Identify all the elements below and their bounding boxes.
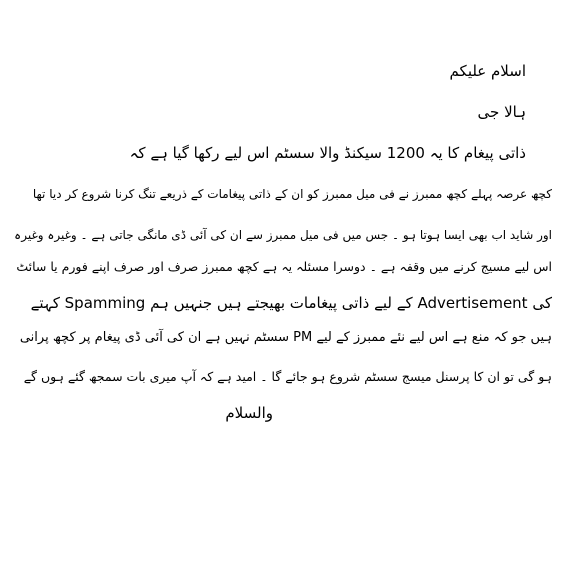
body-line-5: کی Advertisement کے لیے ذاتی پیغامات بھیجتے ہیں جنہیں ہم Spamming کہتے: [30, 294, 552, 312]
body-line-6: ہیں جو کہ منع ہے اس لیے نئے ممبرز کے لیے PM سسٹم نہیں ہے ان کی آئی ڈی پیغام پر کچھ پرانی: [19, 330, 552, 345]
closing-line: والسلام: [225, 404, 273, 422]
body-line-4: اس لیے مسیج کرنے میں وقفہ ہے ۔ دوسرا مسئلہ یہ ہے کچھ ممبرز صرف اور صرف اپنے فورم یا سائٹ: [16, 259, 552, 274]
body-line-2: کچھ عرصہ پہلے کچھ ممبرز نے فی میل ممبرز کو ان کے ذاتی پیغامات کے ذریعے تنگ کرنا شروع کر دیا تھا: [32, 187, 552, 201]
body-line-1: ذاتی پیغام کا یہ 1200 سیکنڈ والا سسٹم اس لیے رکھا گیا ہے کہ: [129, 144, 526, 162]
greeting-line: اسلام علیکم: [449, 62, 526, 80]
salutation-line: ہالا جی: [477, 103, 526, 121]
body-line-3: اور شاید اب بھی ایسا ہوتا ہو ۔ جس میں فی میل ممبرز سے ان کی آئی ڈی مانگی جاتی ہے ۔ وغیرہ وغیرہ: [14, 228, 552, 242]
body-line-7: ہو گی تو ان کا پرسنل میسج سسٹم شروع ہو جائے گا ۔ امید ہے کہ آپ میری بات سمجھ گئے ہوں گے: [23, 369, 552, 384]
